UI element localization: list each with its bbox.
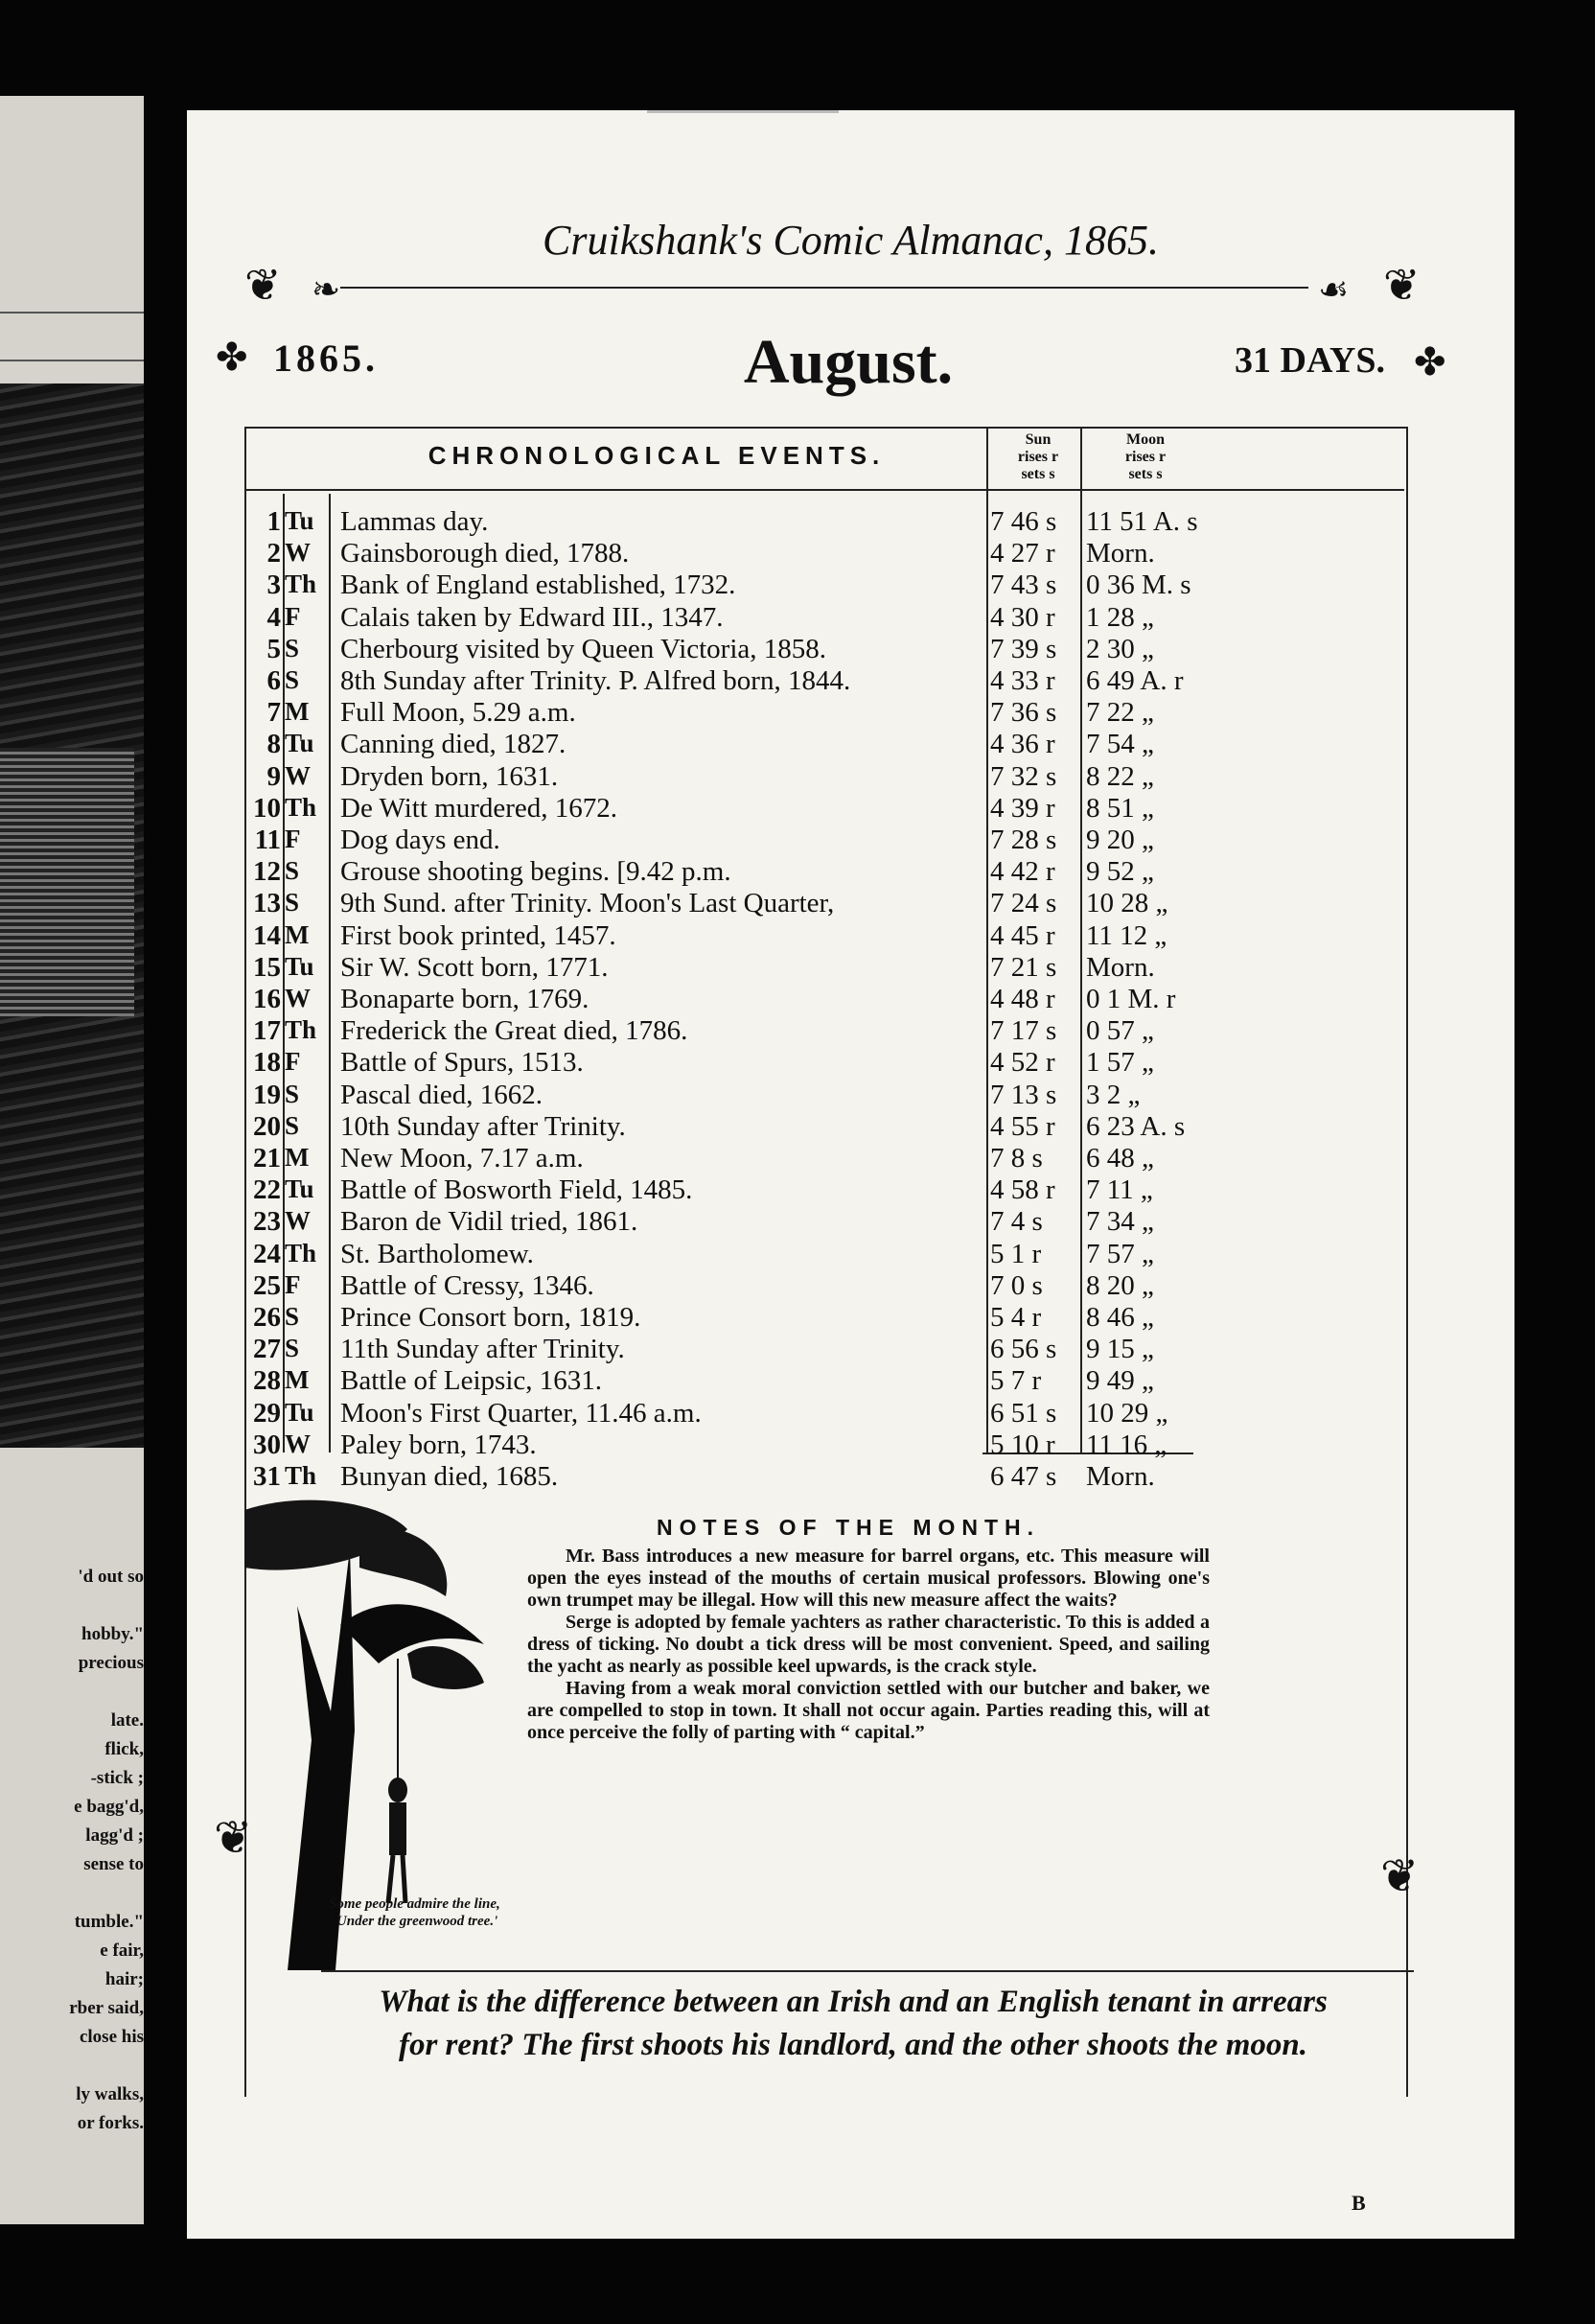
day-number: 22	[253, 1174, 281, 1206]
adjacent-text-line: e fair,	[100, 1941, 144, 1961]
day-number: 29	[253, 1397, 281, 1429]
day-number: 10	[253, 792, 281, 824]
fleuron-bottom-left-icon: ❦	[214, 1813, 253, 1864]
moon-time: 3 2 „	[1086, 1079, 1141, 1110]
day-of-week: Tu	[285, 1397, 314, 1427]
moon-time: Morn.	[1086, 951, 1155, 983]
calendar-row	[187, 1015, 1514, 1045]
day-number: 20	[253, 1110, 281, 1142]
calendar-row	[187, 634, 1514, 663]
moon-time: 11 12 „	[1086, 919, 1167, 951]
moon-time: 0 57 „	[1086, 1015, 1154, 1047]
calendar-row	[187, 1398, 1514, 1428]
note-paragraph: Having from a weak moral conviction settled with our butcher and baker, we are compelled to stop in town. It shall not occur again. Parties reading this, will at once perceive the folly of parting with “ capital.”	[527, 1678, 1210, 1743]
calendar-row	[187, 1206, 1514, 1236]
sun-time: 7 39 s	[990, 633, 1057, 664]
day-of-week: S	[285, 665, 300, 694]
note-paragraph: Serge is adopted by female yachters as rather characteristic. To this is added a dress of ticking. No doubt a tick dress will be most convenient. Speed, and sailing the yacht as nearly as possible keel upwards, is the crack style.	[527, 1612, 1210, 1677]
calendar-row	[187, 952, 1514, 982]
day-number: 28	[253, 1365, 281, 1397]
day-of-week: W	[285, 538, 311, 568]
day-of-week: S	[285, 856, 300, 886]
day-number: 27	[253, 1334, 281, 1365]
day-of-week: Th	[285, 569, 317, 599]
event-text: Baron de Vidil tried, 1861.	[340, 1206, 638, 1238]
day-of-week: M	[285, 697, 310, 727]
adjacent-text-line: tumble."	[74, 1912, 144, 1932]
moon-time: 6 49 A. r	[1086, 665, 1184, 696]
sun-time: 4 55 r	[990, 1110, 1055, 1142]
day-of-week: F	[285, 601, 301, 631]
moon-time: 7 22 „	[1086, 697, 1154, 729]
calendar-row	[187, 1174, 1514, 1204]
caption-line: ' Under the greenwood tree.'	[329, 1914, 498, 1929]
sun-time: 7 32 s	[990, 760, 1057, 792]
sun-time: 7 28 s	[990, 825, 1057, 855]
adjacent-text-line: hair;	[104, 1969, 144, 1989]
calendar-row	[187, 1334, 1514, 1363]
day-of-week: S	[285, 1110, 300, 1140]
sun-time: 5 7 r	[990, 1365, 1042, 1397]
calendar-row	[187, 538, 1514, 568]
sun-time: 4 42 r	[990, 856, 1055, 888]
sun-time: 4 36 r	[990, 729, 1055, 760]
adjacent-text-line	[0, 1879, 144, 1908]
day-of-week: W	[285, 1206, 311, 1236]
almanac-page	[187, 110, 1514, 2239]
calendar-row	[187, 825, 1514, 854]
scroll-right-icon: ☙	[1318, 270, 1350, 309]
day-of-week: Tu	[285, 1174, 314, 1204]
sun-time: 7 17 s	[990, 1015, 1057, 1047]
event-text: Lammas day.	[340, 506, 489, 537]
adjacent-illustration	[0, 383, 144, 1448]
adjacent-text-line: ly walks,	[76, 2084, 144, 2104]
sun-time: 6 47 s	[990, 1461, 1057, 1492]
moon-time: 1 57 „	[1086, 1047, 1154, 1079]
event-text: Prince Consort born, 1819.	[340, 1302, 641, 1333]
sun-time: 4 52 r	[990, 1047, 1055, 1079]
flourish-right-icon: ❦	[1383, 261, 1421, 310]
day-number: 26	[253, 1302, 281, 1333]
sun-time: 6 56 s	[990, 1334, 1057, 1365]
day-number: 25	[253, 1269, 281, 1301]
month-title: August.	[743, 327, 954, 397]
calendar-row	[187, 920, 1514, 950]
adjacent-text-line: late.	[110, 1710, 144, 1731]
moon-time: 11 51 A. s	[1086, 506, 1198, 537]
paper-edge	[647, 110, 839, 113]
event-text: Dog days end.	[340, 825, 500, 855]
sun-time: 4 39 r	[990, 792, 1055, 824]
day-of-week: S	[285, 888, 300, 918]
adjacent-text-line: flick,	[104, 1739, 144, 1759]
moon-time: 9 52 „	[1086, 856, 1154, 888]
month-header	[187, 326, 1514, 397]
day-number: 9	[266, 760, 281, 792]
note-paragraph: Mr. Bass introduces a new measure for barrel organs, etc. This measure will open the eyes instead of the mouths of certain musical professors. Blowing one's own trumpet may be illegal. How will this new measure affect the waits?	[527, 1545, 1210, 1611]
day-number: 13	[253, 888, 281, 919]
sun-time: 4 30 r	[990, 601, 1055, 633]
illustration-caption	[329, 1895, 549, 1930]
adjacent-text-line: or forks.	[77, 2113, 144, 2133]
day-number: 5	[266, 633, 281, 664]
calendar-row	[187, 856, 1514, 886]
divider	[0, 312, 144, 314]
event-text: Grouse shooting begins. [9.42 p.m.	[340, 856, 731, 888]
moon-time: 6 48 „	[1086, 1143, 1154, 1174]
day-number: 17	[253, 1015, 281, 1047]
day-number: 23	[253, 1206, 281, 1238]
day-number: 30	[253, 1429, 281, 1460]
adjacent-text-line: precious	[78, 1653, 144, 1673]
calendar-row	[187, 602, 1514, 632]
sun-time: 6 51 s	[990, 1397, 1057, 1429]
adjacent-text-line: lagg'd ;	[85, 1825, 144, 1846]
event-text: 9th Sund. after Trinity. Moon's Last Quarter,	[340, 888, 835, 919]
calendar-row	[187, 1080, 1514, 1109]
divider	[0, 360, 144, 361]
day-number: 7	[266, 697, 281, 729]
moon-header-line: sets s	[1128, 466, 1163, 482]
sun-time: 4 58 r	[990, 1174, 1055, 1206]
event-text: 10th Sunday after Trinity.	[340, 1110, 626, 1142]
event-text: Calais taken by Edward III., 1347.	[340, 601, 724, 633]
sun-time: 7 24 s	[990, 888, 1057, 919]
sun-time: 5 1 r	[990, 1238, 1042, 1269]
event-text: Battle of Bosworth Field, 1485.	[340, 1174, 693, 1206]
adjacent-text-line: sense to	[83, 1854, 144, 1874]
adjacent-text-line: close his	[79, 2027, 144, 2047]
sun-header-line: sets s	[1021, 466, 1055, 482]
event-text: First book printed, 1457.	[340, 919, 616, 951]
calendar-row	[187, 1365, 1514, 1395]
adjacent-text-line: rber said,	[69, 1998, 144, 2018]
event-text: Pascal died, 1662.	[340, 1079, 543, 1110]
day-number: 8	[266, 729, 281, 760]
day-of-week: S	[285, 1079, 300, 1108]
day-of-week: W	[285, 760, 311, 790]
year: 1865.	[273, 337, 379, 380]
day-of-week: Th	[285, 1461, 317, 1490]
event-text: Sir W. Scott born, 1771.	[340, 951, 609, 983]
day-number: 19	[253, 1079, 281, 1110]
fleuron-bottom-right-icon: ❦	[1380, 1851, 1420, 1902]
day-of-week: W	[285, 1429, 311, 1458]
calendar-row	[187, 697, 1514, 727]
day-of-week: M	[285, 919, 310, 949]
calendar-row	[187, 984, 1514, 1013]
moon-time: 11 16 „	[1086, 1429, 1167, 1460]
day-number: 6	[266, 665, 281, 696]
day-of-week: Tu	[285, 951, 314, 981]
sun-time: 4 48 r	[990, 984, 1055, 1014]
event-text: Gainsborough died, 1788.	[340, 538, 630, 569]
day-number: 2	[266, 538, 281, 569]
event-text: Frederick the Great died, 1786.	[340, 1015, 688, 1047]
calendar-row	[187, 569, 1514, 599]
day-number: 21	[253, 1143, 281, 1174]
calendar-row	[187, 1302, 1514, 1332]
adjacent-text-line: e bagg'd,	[74, 1797, 144, 1817]
day-number: 18	[253, 1047, 281, 1079]
moon-time: 8 51 „	[1086, 792, 1154, 824]
sun-column-header	[990, 431, 1086, 483]
day-number: 1	[266, 506, 281, 537]
calendar-row	[187, 1270, 1514, 1300]
event-text: Moon's First Quarter, 11.46 a.m.	[340, 1397, 702, 1429]
sun-time: 7 46 s	[990, 506, 1057, 537]
moon-time: 10 28 „	[1086, 888, 1168, 919]
event-text: Bonaparte born, 1769.	[340, 984, 589, 1014]
fleuron-left-icon: ✤	[216, 336, 248, 379]
calendar-row	[187, 1143, 1514, 1173]
bottom-rule	[321, 1970, 1414, 1972]
sun-time: 7 21 s	[990, 951, 1057, 983]
adjacent-text-line: hobby."	[81, 1624, 144, 1644]
event-text: St. Bartholomew.	[340, 1238, 534, 1269]
header-rule	[340, 287, 1308, 291]
day-of-week: Th	[285, 1015, 317, 1045]
sun-time: 7 13 s	[990, 1079, 1057, 1110]
day-of-week: S	[285, 1334, 300, 1363]
notes-of-the-month	[527, 1545, 1210, 1744]
event-text: Battle of Spurs, 1513.	[340, 1047, 584, 1079]
event-text: Bunyan died, 1685.	[340, 1461, 559, 1492]
sun-time: 5 10 r	[990, 1429, 1055, 1460]
moon-time: 7 54 „	[1086, 729, 1154, 760]
calendar-row	[187, 1239, 1514, 1268]
calendar-row	[187, 1461, 1514, 1491]
calendar-row	[187, 506, 1514, 536]
event-text: Canning died, 1827.	[340, 729, 566, 760]
sun-time: 7 43 s	[990, 569, 1057, 601]
day-number: 14	[253, 919, 281, 951]
adjacent-text-line	[0, 2052, 144, 2080]
event-text: 11th Sunday after Trinity.	[340, 1334, 625, 1365]
calendar-row	[187, 1047, 1514, 1077]
day-of-week: S	[285, 633, 300, 662]
adjacent-text	[0, 1563, 144, 2138]
moon-column-header	[1078, 431, 1213, 483]
moon-time: 9 20 „	[1086, 825, 1154, 855]
calendar-row	[187, 793, 1514, 823]
moon-header-line: rises r	[1124, 449, 1167, 465]
sun-header-line: Sun	[1025, 431, 1052, 448]
day-of-week: M	[285, 1365, 310, 1395]
signature-mark: B	[1352, 2191, 1366, 2215]
calendar-row	[187, 888, 1514, 918]
day-of-week: Tu	[285, 729, 314, 758]
moon-time: 7 34 „	[1086, 1206, 1154, 1238]
joke-line: What is the difference between an Irish and an English tenant in arrears	[379, 1985, 1328, 2019]
calendar-row	[187, 729, 1514, 758]
sun-header-line: rises r	[1017, 449, 1059, 465]
moon-time: 8 46 „	[1086, 1302, 1154, 1333]
day-of-week: W	[285, 984, 311, 1012]
notes-title: NOTES OF THE MONTH.	[657, 1515, 1041, 1540]
event-text: Cherbourg visited by Queen Victoria, 1858.	[340, 633, 827, 664]
calendar-row	[187, 1111, 1514, 1141]
scroll-left-icon: ❧	[312, 270, 341, 309]
adjacent-page	[0, 96, 144, 2224]
day-of-week: F	[285, 825, 301, 853]
day-of-week: F	[285, 1269, 301, 1299]
day-of-week: M	[285, 1143, 310, 1172]
event-text: Bank of England established, 1732.	[340, 569, 736, 601]
sun-time: 4 33 r	[990, 665, 1055, 696]
sun-time: 4 45 r	[990, 919, 1055, 951]
adjacent-text-line: -stick ;	[90, 1768, 144, 1788]
event-text: New Moon, 7.17 a.m.	[340, 1143, 584, 1174]
adjacent-text-line	[0, 1592, 144, 1620]
day-of-week: Th	[285, 792, 317, 822]
day-number: 12	[253, 856, 281, 888]
event-text: De Witt murdered, 1672.	[340, 792, 618, 824]
event-text: Battle of Cressy, 1346.	[340, 1269, 594, 1301]
day-number: 16	[253, 984, 281, 1014]
moon-header-line: Moon	[1126, 431, 1165, 448]
day-number: 4	[266, 601, 281, 633]
sun-time: 7 0 s	[990, 1269, 1043, 1301]
day-number: 11	[254, 825, 281, 855]
events-column-header: CHRONOLOGICAL EVENTS.	[428, 441, 886, 470]
calendar-row	[187, 665, 1514, 695]
adjacent-text-line	[0, 1678, 144, 1707]
calendar-row	[187, 1429, 1514, 1459]
sun-time: 7 8 s	[990, 1143, 1043, 1174]
day-number: 15	[253, 951, 281, 983]
day-of-week: Tu	[285, 506, 314, 535]
day-of-week: Th	[285, 1238, 317, 1267]
moon-time: 6 23 A. s	[1086, 1110, 1186, 1142]
day-of-week: F	[285, 1047, 301, 1077]
sun-time: 5 4 r	[990, 1302, 1042, 1333]
fleuron-right-icon: ✤	[1414, 340, 1446, 383]
moon-time: 9 49 „	[1086, 1365, 1154, 1397]
moon-time: 8 22 „	[1086, 760, 1154, 792]
event-text: 8th Sunday after Trinity. P. Alfred born, 1844.	[340, 665, 851, 696]
day-number: 24	[253, 1238, 281, 1269]
moon-time: 0 36 M. s	[1086, 569, 1191, 601]
event-text: Paley born, 1743.	[340, 1429, 537, 1460]
sun-time: 7 4 s	[990, 1206, 1043, 1238]
adjacent-text-line: 'd out so	[78, 1567, 144, 1587]
moon-time: 8 20 „	[1086, 1269, 1154, 1301]
calendar-row	[187, 761, 1514, 791]
moon-time: 10 29 „	[1086, 1397, 1168, 1429]
joke-line: for rent? The first shoots his landlord, and the other shoots the moon.	[398, 2028, 1308, 2062]
flourish-left-icon: ❦	[244, 261, 282, 310]
caption-line: Some people admire the line,	[329, 1896, 500, 1912]
sun-time: 4 27 r	[990, 538, 1055, 569]
event-text: Battle of Leipsic, 1631.	[340, 1365, 603, 1397]
moon-time: 7 11 „	[1086, 1174, 1153, 1206]
event-text: Full Moon, 5.29 a.m.	[340, 697, 576, 729]
running-head: Cruikshank's Comic Almanac, 1865.	[543, 217, 1159, 264]
moon-time: Morn.	[1086, 538, 1155, 569]
days-count: 31 DAYS.	[1235, 340, 1385, 381]
moon-time: 9 15 „	[1086, 1334, 1154, 1365]
moon-time: 7 57 „	[1086, 1238, 1154, 1269]
moon-time: 0 1 M. r	[1086, 984, 1176, 1014]
header-divider	[244, 489, 1404, 491]
moon-time: 1 28 „	[1086, 601, 1154, 633]
sun-time: 7 36 s	[990, 697, 1057, 729]
day-number: 31	[253, 1461, 281, 1492]
moon-time: Morn.	[1086, 1461, 1155, 1492]
moon-time: 2 30 „	[1086, 633, 1154, 664]
event-text: Dryden born, 1631.	[340, 760, 559, 792]
day-of-week: S	[285, 1302, 300, 1331]
day-number: 3	[266, 569, 281, 601]
